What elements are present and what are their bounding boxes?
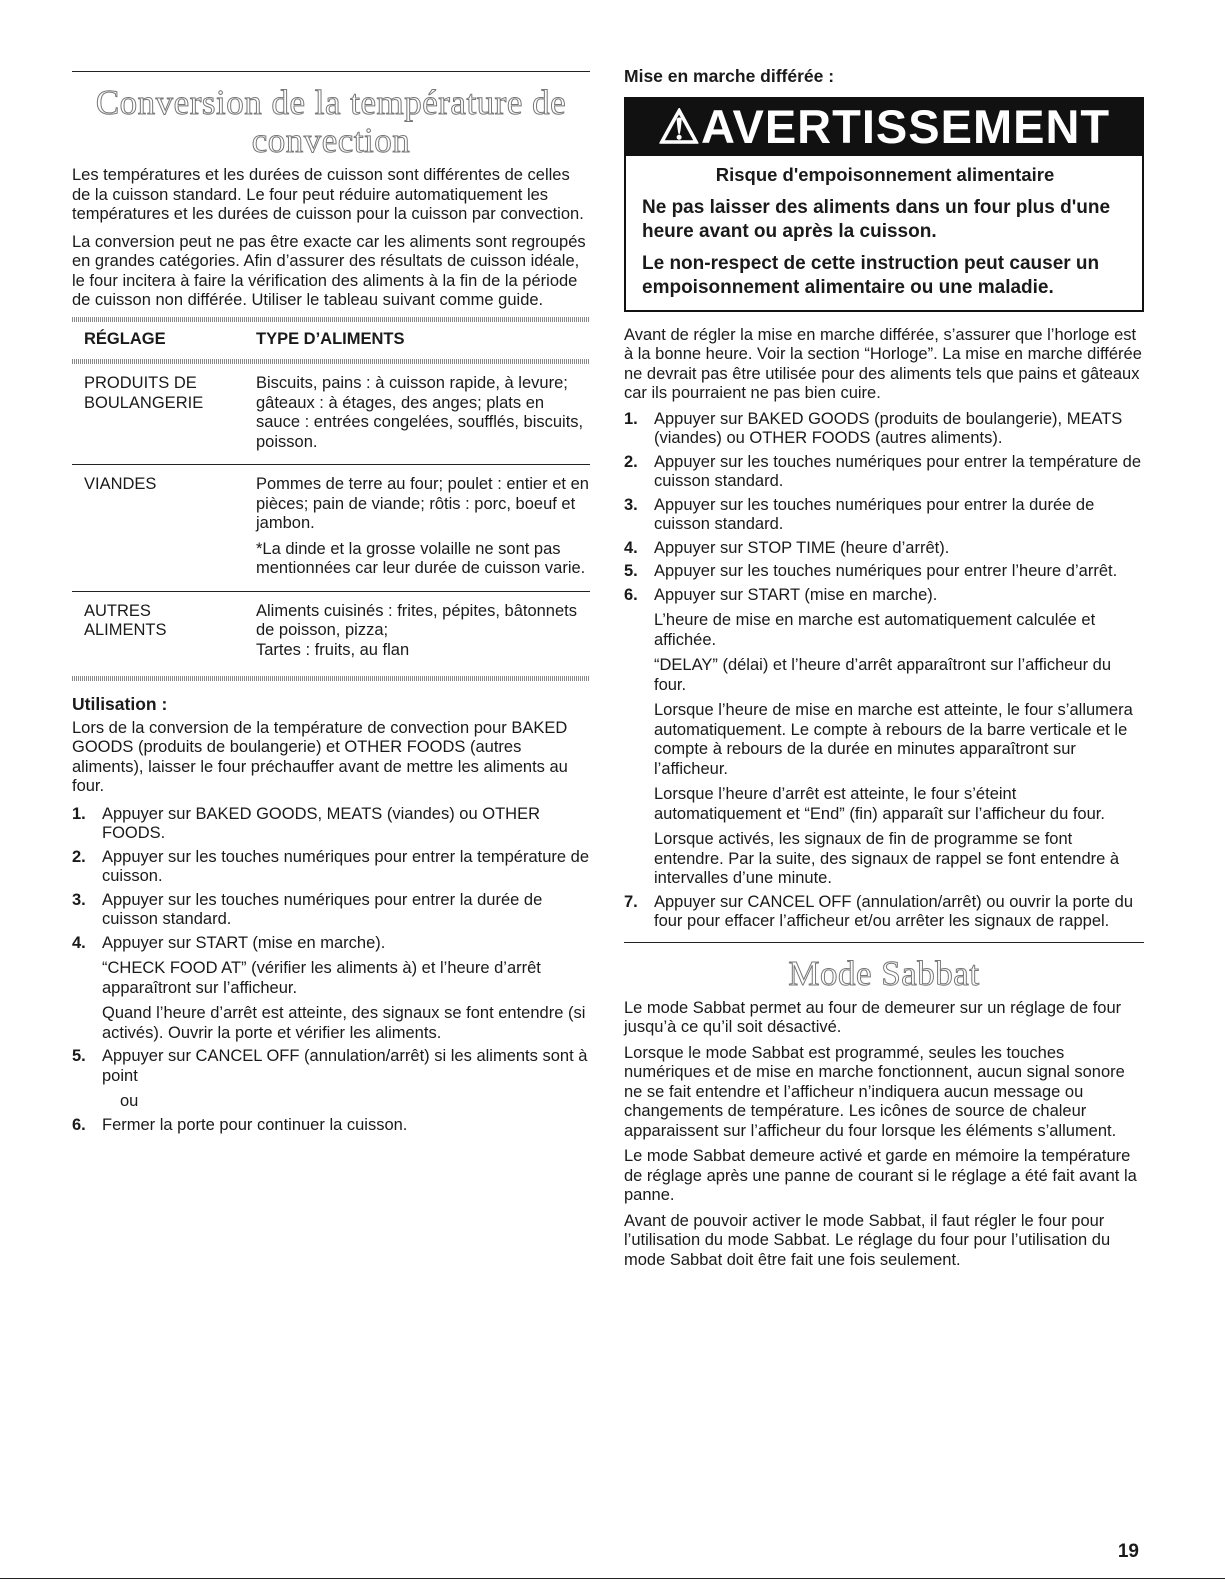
step-text: Appuyer sur les touches numériques pour entrer la température de cuisson standard. [654,452,1142,490]
list-item [72,1116,590,1136]
step-text: Appuyer sur STOP TIME (heure d’arrêt). [654,538,950,557]
table-header-row [72,322,590,360]
step-number: 5. [72,1047,86,1065]
table-bottom-rule [72,676,590,681]
page-number: 19 [1117,1541,1139,1562]
title-line-1: Conversion de la température de [95,83,567,122]
conversion-table [72,322,590,673]
delay-intro: Avant de régler la mise en marche différée, s’assurer que l’horloge est à la bonne heure. Voir la section “Horloge”. La mise en marche différée ne devrait pas être utilisée pour des aliments tels que pains et gâteaux car ils pourraient ne pas bien cuire. [624,325,1142,402]
step-number: 6. [624,585,638,604]
step-number: 1. [624,409,638,428]
table-cell-note: Tartes : fruits, au flan [256,640,410,659]
sabbath-paragraph-4: Avant de pouvoir activer le mode Sabbat, il faut régler le four pour l’utilisation du mode Sabbat. Le réglage du four pour l’utilisation du mode Sabbat doit être fait une fois seulement. [624,1211,1111,1269]
warning-triangle-icon: ⚠ [657,99,702,153]
list-item [72,1047,590,1112]
list-item [624,496,1144,535]
title-line-2: convection [251,121,411,160]
list-item [72,848,590,887]
step-number: 4. [72,933,86,952]
step-number: 4. [624,538,638,557]
step-text: Appuyer sur les touches numériques pour entrer la température de cuisson. [102,847,590,885]
table-cell-foods: Biscuits, pains : à cuisson rapide, à levure; gâteaux : à étages, des anges; plats en sauce : entrées congelées, soufflés, biscuits, poisson. [256,374,584,451]
step-number: 5. [624,562,638,580]
step-text: Appuyer sur BAKED GOODS, MEATS (viandes) ou OTHER FOODS. [102,804,540,842]
step-number: 2. [72,847,86,866]
step-number: 1. [72,804,86,823]
warning-risk: Risque d'empoisonnement alimentaire [715,163,1055,185]
delay-steps [624,410,1144,932]
step-detail: Lorsque l’heure d’arrêt est atteinte, le four s’éteint automatiquement et “End” (fin) apparaît sur l’afficheur du four. [654,785,1105,823]
step-text: Appuyer sur les touches numériques pour entrer la durée de cuisson standard. [102,890,543,928]
warning-text-1: Ne pas laisser des aliments dans un four plus d'une heure avant ou après la cuisson. [642,196,1111,242]
table-cell-setting: PRODUITS DE BOULANGERIE [84,374,204,412]
list-item [624,893,1144,932]
step-detail: Lorsque activés, les signaux de fin de programme se font entendre. Par la suite, des signaux de rappel se font entendre à intervalles d’une minute. [654,830,1120,887]
warning-title: AVERTISSEMENT [701,99,1111,153]
usage-steps [72,805,590,1136]
table-cell-foods-text: Pommes de terre au four; poulet : entier et en pièces; pain de viande; rôtis : porc, boeuf et jambon. [256,475,589,532]
intro-paragraph-2: La conversion peut ne pas être exacte car les aliments sont regroupés en grandes catégories. Afin d’assurer des résultats de cuisson idéale, le four incitera à faire la vérification des aliments à la fin de la période de cuisson non différée. Utiliser le tableau suivant comme guide. [72,232,586,309]
section-title-convection [72,84,590,160]
step-number: 3. [624,495,638,514]
step-number: 6. [72,1115,86,1134]
usage-heading: Utilisation : [72,694,168,714]
left-column [72,0,590,1139]
intro-paragraph-1: Les températures et les durées de cuisson sont différentes de celles de la cuisson standard. Le four peut réduire automatiquement les températures et les durées de cuisson pour la cuisson par convection. [72,166,584,223]
sabbath-paragraph-3: Le mode Sabbat demeure activé et garde en mémoire la température de réglage après une panne de courant si le réglage a été fait avant la panne. [624,1147,1137,1204]
table-cell-foods [244,465,590,591]
step-text: Appuyer sur CANCEL OFF (annulation/arrêt) ou ouvrir la porte du four pour effacer l’afficheur et/ou arrêter les signaux de rappel. [654,892,1134,930]
step-text: Appuyer sur les touches numériques pour entrer l’heure d’arrêt. [654,562,1118,580]
step-detail: Lorsque l’heure de mise en marche est atteinte, le four s’allumera automatiquement. Le compte à rebours de la barre verticale et le compte à rebours de la durée en minutes apparaîtront sur l’afficheur. [654,701,1133,778]
list-item [624,410,1144,449]
warning-text-2: Le non-respect de cette instruction peut causer un empoisonnement alimentaire ou une maladie. [642,252,1100,298]
right-column [624,0,1144,1270]
section-rule [72,71,590,72]
list-item [72,934,590,1044]
table-cell-setting: VIANDES [84,475,157,493]
table-cell-note: *La dinde et la grosse volaille ne sont pas mentionnées car leur durée de cuisson varie. [256,539,586,577]
list-item [624,453,1144,492]
step-text: Appuyer sur START (mise en marche). [654,585,938,604]
step-detail: “CHECK FOOD AT” (vérifier les aliments à) et l’heure d’arrêt apparaîtront sur l’afficheur. [102,959,541,997]
list-item [72,891,590,930]
step-text: Appuyer sur CANCEL OFF (annulation/arrêt) si les aliments sont à point [102,1047,588,1085]
table-row [72,364,590,464]
table-header-food-type: TYPE D’ALIMENTS [256,329,405,348]
step-text: Appuyer sur BAKED GOODS (produits de boulangerie), MEATS (viandes) ou OTHER FOODS (autres aliments). [654,409,1123,447]
list-item [624,539,1144,559]
table-cell-foods-text: Aliments cuisinés : frites, pépites, bâtonnets de poisson, pizza; [256,601,577,639]
usage-intro: Lors de la conversion de la température de convection pour BAKED GOODS (produits de boulangerie) et OTHER FOODS (autres aliments), laisser le four préchauffer avant de mettre les aliments au four. [72,718,568,795]
step-number: 7. [624,892,638,911]
table-cell-setting: AUTRES ALIMENTS [84,601,167,639]
step-number: 2. [624,452,638,471]
step-text: Appuyer sur les touches numériques pour entrer la durée de cuisson standard. [654,495,1095,533]
table-row [72,465,590,591]
table-header-setting: RÉGLAGE [84,329,166,348]
step-number: 3. [72,890,86,909]
list-item [624,586,1144,889]
step-text: Fermer la porte pour continuer la cuisson. [102,1115,408,1134]
step-detail: ou [120,1092,139,1110]
step-detail: Quand l’heure d’arrêt est atteinte, des signaux se font entendre (si activés). Ouvrir la porte et vérifier les aliments. [102,1004,586,1042]
warning-box [624,97,1144,312]
section-rule [624,942,1144,943]
section-title-sabbath: Mode Sabbat [788,953,980,993]
table-cell-foods [244,592,590,673]
step-text: Appuyer sur START (mise en marche). [102,933,386,952]
table-row [72,592,590,673]
list-item [624,562,1144,582]
warning-header [626,99,1142,156]
sabbath-paragraph-1: Le mode Sabbat permet au four de demeurer sur un réglage de four jusqu’à ce qu’il soit désactivé. [624,998,1122,1036]
list-item [72,805,590,844]
delay-heading: Mise en marche différée : [624,66,835,86]
sabbath-paragraph-2: Lorsque le mode Sabbat est programmé, seules les touches numériques et de mise en marche fonctionnent, aucun signal sonore ne se fait entendre et l’afficheur n’indiquera aucun message ou changements de température. Les icônes de source de chaleur apparaissent sur l’afficheur du four lorsque les éléments s’allument. [624,1043,1125,1140]
warning-body [626,156,1142,310]
page-bottom-rule [0,1578,1225,1579]
step-detail: “DELAY” (délai) et l’heure d’arrêt apparaîtront sur l’afficheur du four. [654,656,1112,694]
step-detail: L’heure de mise en marche est automatiquement calculée et affichée. [654,611,1096,649]
